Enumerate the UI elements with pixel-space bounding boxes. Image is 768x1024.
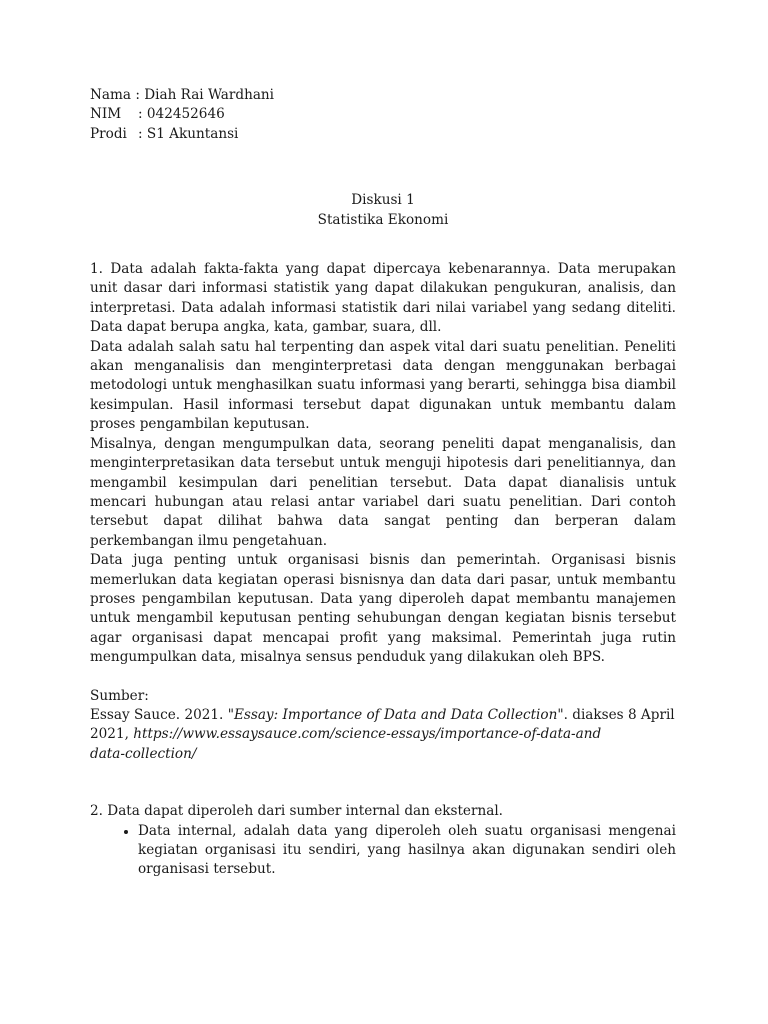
source-url-line	[90, 725, 676, 744]
source-url-1[interactable]: https://www.essaysauce.com/science-essays/importance-of-data-and	[133, 726, 602, 743]
list-item: • Data internal, adalah data yang diperoleh oleh suatu organisasi mengenai kegiatan organisasi itu sendiri, yang hasilnya akan digunakan sendiri oleh organisasi tersebut.	[138, 822, 676, 880]
nim-row	[90, 105, 676, 124]
title-line-1: Diskusi 1	[351, 192, 415, 209]
source-block	[90, 687, 676, 765]
source-citation	[90, 706, 676, 725]
bullet-list	[90, 822, 676, 880]
name-label: Nama	[90, 87, 131, 103]
source-url-line-2	[90, 745, 676, 764]
name-value: : Diah Rai Wardhani	[135, 87, 275, 103]
prodi-row	[90, 125, 676, 144]
source-prefix: Essay Sauce. 2021. "	[90, 706, 234, 723]
paragraph-1: 1. Data adalah fakta-fakta yang dapat dipercaya kebenarannya. Data merupakan unit dasar dari informasi statistik yang dapat dilakukan pengukuran, analisis, dan interpretasi. Data adalah informasi statistik dari nilai variabel yang sedang diteliti. Data dapat berupa angka, kata, gambar, suara, dll.	[90, 261, 676, 336]
identity-block	[90, 86, 676, 144]
title-line-2: Statistika Ekonomi	[317, 211, 449, 228]
section-2-intro: 2. Data dapat diperoleh dari sumber internal dan eksternal.	[90, 803, 503, 820]
nim-value: : 042452646	[138, 106, 225, 123]
nim-label: NIM	[90, 106, 122, 123]
paragraph-3: Misalnya, dengan mengumpulkan data, seorang peneliti dapat menganalisis, dan menginterpretasikan data tersebut untuk menguji hipotesis dari penelitiannya, dan mengambil kesimpulan dari penelitian tersebut. Data dapat dianalisis untuk mencari hubungan atau relasi antar variabel dari suatu penelitian. Dari contoh tersebut dapat dilihat bahwa data sangat penting dan berperan dalam perkembangan ilmu pengetahuan.	[90, 435, 676, 549]
source-year: 2021,	[90, 726, 134, 743]
paragraph-2: Data adalah salah satu hal terpenting dan aspek vital dari suatu penelitian. Peneliti akan menganalisis dan menginterpretasi data dengan menggunakan berbagai metodologi untuk menghasilkan suatu informasi yang berarti, sehingga bisa diambil kesimpulan. Hasil informasi tersebut dapat digunakan untuk membantu dalam proses pengambilan keputusan.	[90, 338, 676, 433]
prodi-value: : S1 Akuntansi	[138, 125, 239, 142]
section-2	[90, 802, 676, 880]
paragraph-4: Data juga penting untuk organisasi bisnis dan pemerintah. Organisasi bisnis memerlukan data kegiatan operasi bisnisnya dan data dari pasar, untuk membantu proses pengambilan keputusan. Data yang diperoleh dapat membantu manajemen untuk mengambil keputusan penting sehubungan dengan kegiatan bisnis tersebut agar organisasi dapat mencapai profit yang maksimal. Pemerintah juga rutin mengumpulkan data, misalnya sensus penduduk yang dilakukan oleh BPS.	[90, 552, 676, 666]
source-label: Sumber:	[90, 687, 149, 704]
name-row	[90, 86, 676, 105]
source-title: Essay: Importance of Data and Data Collection	[233, 706, 558, 723]
section-1	[90, 260, 676, 668]
prodi-label: Prodi	[90, 125, 127, 142]
document-page	[90, 86, 676, 880]
document-title	[90, 191, 676, 230]
source-url-2[interactable]: data-collection/	[90, 745, 197, 762]
source-suffix: ". diakses 8 April	[557, 706, 675, 723]
